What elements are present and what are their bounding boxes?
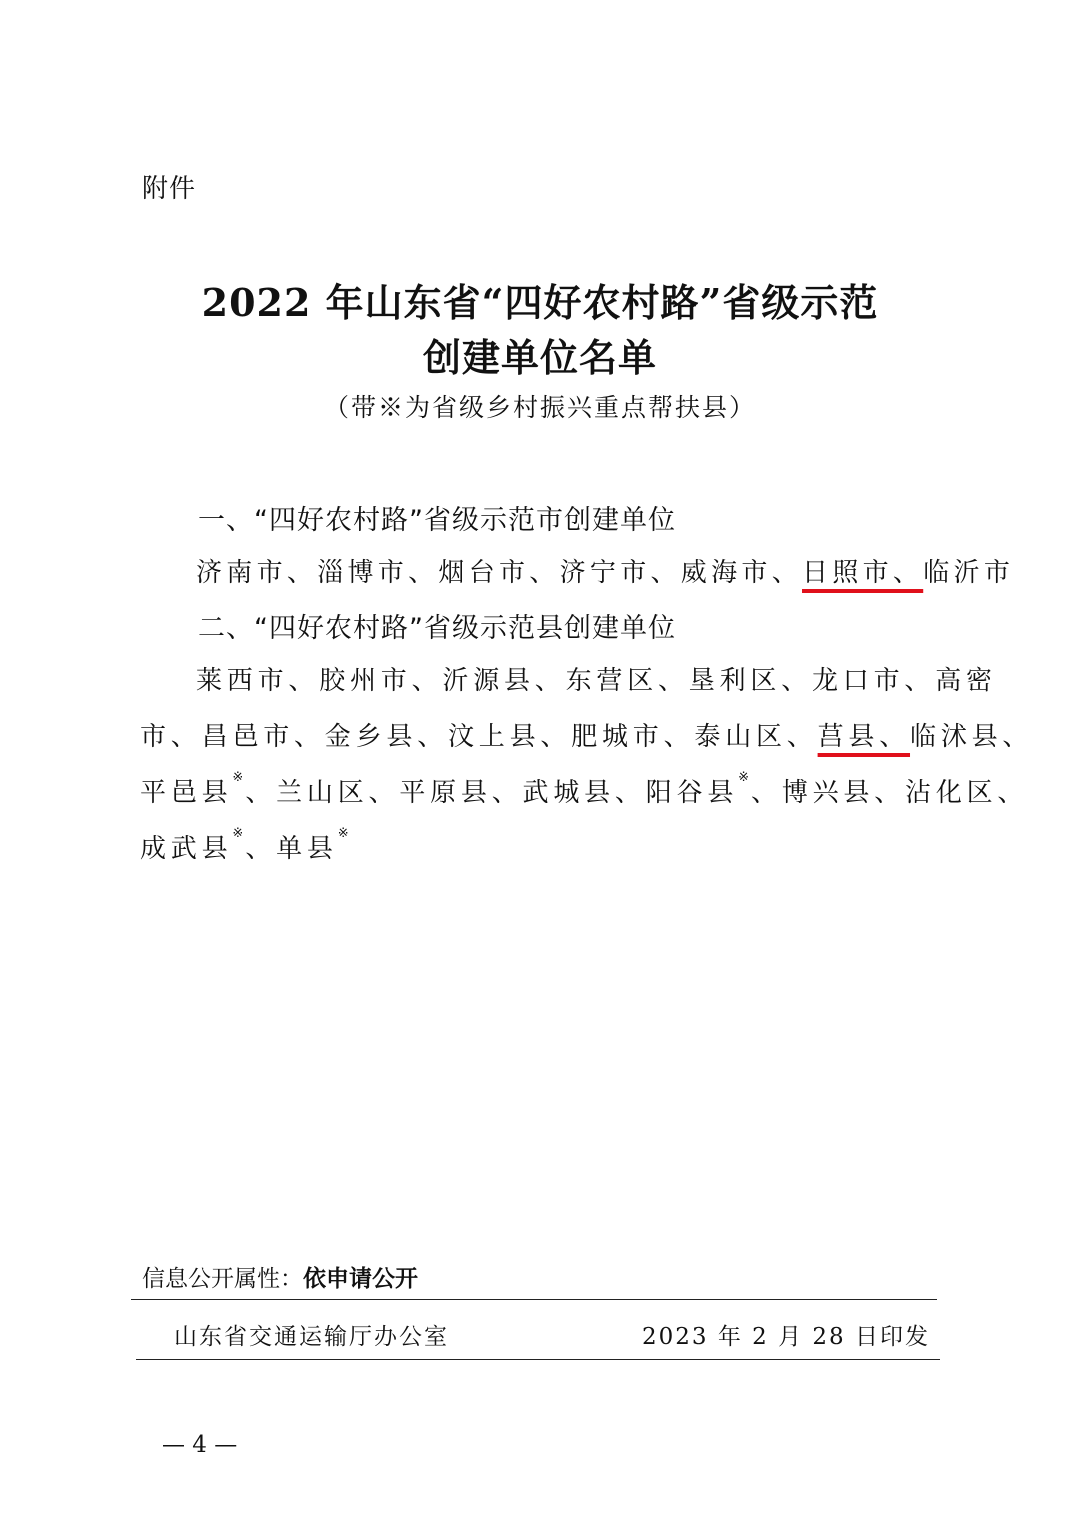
assistance-mark: ※ (738, 770, 752, 785)
section-1-heading: 一、“四好农村路”省级示范市创建单位 (198, 505, 676, 536)
city-list-text-end: 临沂市 (923, 558, 1015, 588)
county-name: 平邑县 (140, 778, 233, 808)
disclosure-label: 信息公开属性： (142, 1266, 303, 1292)
county-list-line-1: 莱西市、胶州市、沂源县、东营区、垦利区、龙口市、高密 (196, 666, 997, 696)
page-number: — 4 — (162, 1432, 238, 1458)
county-list-line-3 (140, 772, 1028, 809)
county-list-text-end: 、单县 (245, 834, 338, 864)
assistance-mark: ※ (232, 826, 246, 841)
highlighted-city: 日照市、 (802, 558, 924, 588)
county-list-text: 、兰山区、平原县、武城县、阳谷县 (245, 778, 739, 808)
county-list-line-2 (140, 716, 1033, 753)
footer-divider-top (131, 1299, 937, 1300)
disclosure-value: 依申请公开 (303, 1266, 418, 1292)
county-list-text-end: 临沭县、 (910, 722, 1034, 752)
issue-date: 2023 年 2 月 28 日印发 (642, 1324, 930, 1350)
section-1-city-list (196, 552, 1014, 589)
highlighted-county: 莒县、 (817, 722, 911, 752)
section-2-heading: 二、“四好农村路”省级示范县创建单位 (198, 613, 676, 644)
disclosure-attribute (142, 1260, 418, 1293)
city-list-text: 济南市、淄博市、烟台市、济宁市、威海市、 (196, 558, 803, 588)
attachment-label: 附件 (142, 174, 197, 204)
county-name: 成武县 (140, 834, 233, 864)
assistance-mark: ※ (337, 826, 351, 841)
document-title-line-2: 创建单位名单 (422, 335, 657, 380)
issuing-office: 山东省交通运输厅办公室 (174, 1324, 449, 1350)
footer-divider-bottom (136, 1359, 940, 1360)
county-list-text-end: 、博兴县、沾化区、 (751, 778, 1029, 808)
county-list-text: 市、昌邑市、金乡县、汶上县、肥城市、泰山区、 (140, 722, 818, 752)
assistance-mark: ※ (232, 770, 246, 785)
document-title-line-1: 2022 年山东省“四好农村路”省级示范 (201, 280, 879, 325)
county-list-line-4 (140, 828, 351, 865)
document-subtitle: （带※为省级乡村振兴重点帮扶县） (323, 393, 756, 422)
